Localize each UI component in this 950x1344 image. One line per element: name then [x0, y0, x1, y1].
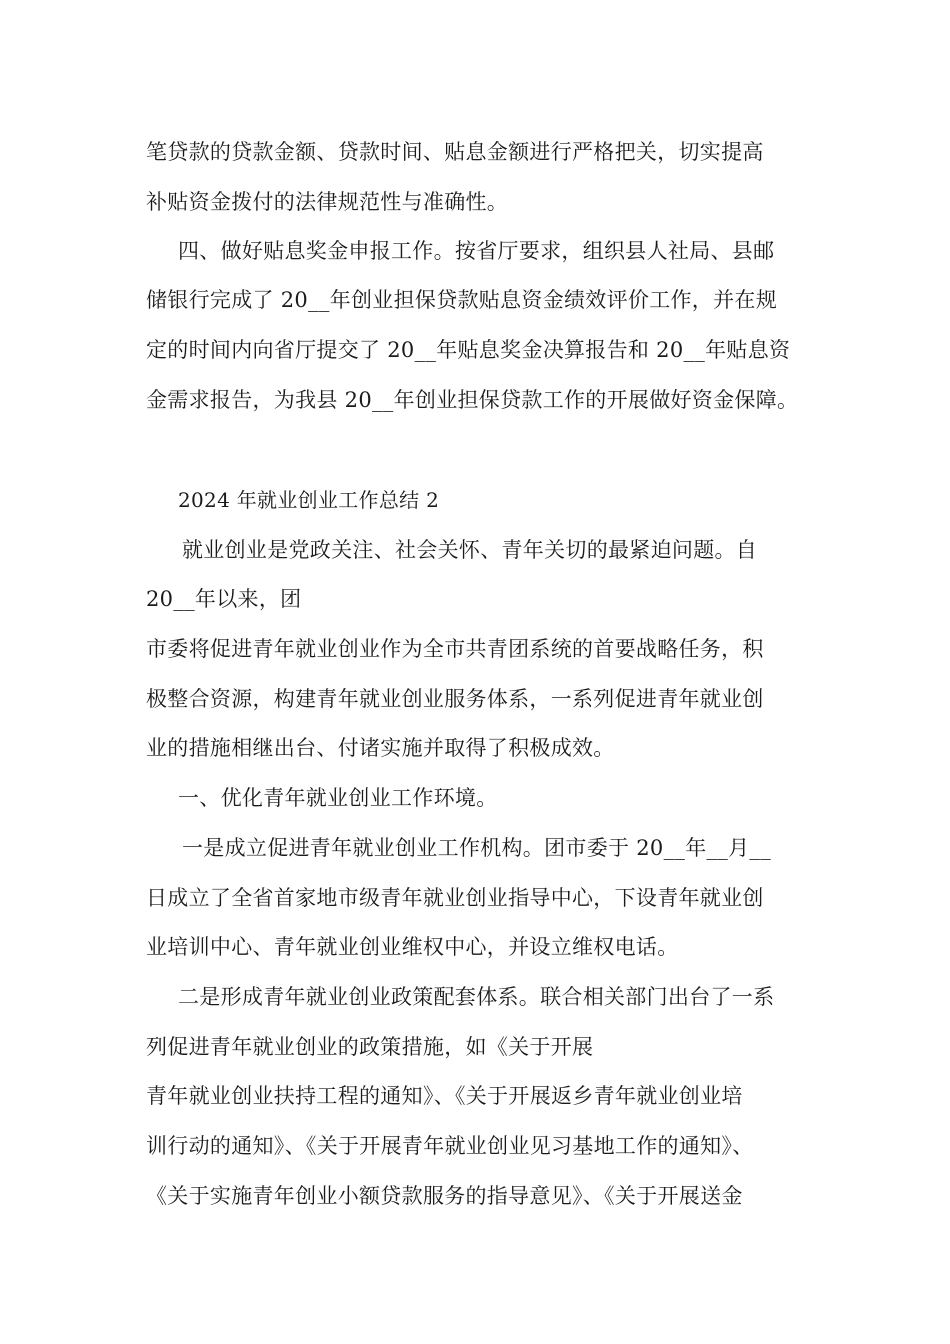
paragraph-line: 金需求报告，为我县 20__年创业担保贷款工作的开展做好资金保障。 [146, 388, 799, 412]
paragraph-line: 四、做好贴息奖金申报工作。按省厅要求，组织县人社局、县邮 [178, 239, 775, 263]
subsection-heading: 一、优化青年就业创业工作环境。 [178, 786, 498, 810]
paragraph-line: 业的措施相继出台、付诸实施并取得了积极成效。 [146, 736, 615, 760]
paragraph-line: 储银行完成了 20__年创业担保贷款贴息资金绩效评价工作，并在规 [146, 288, 777, 312]
paragraph-line: 市委将促进青年就业创业作为全市共青团系统的首要战略任务，积 [146, 637, 764, 661]
paragraph-line: 列促进青年就业创业的政策措施，如《关于开展 [146, 1035, 594, 1059]
paragraph-line: 《关于实施青年创业小额贷款服务的指导意见》、《关于开展送金 [146, 1184, 743, 1208]
paragraph-line: 极整合资源，构建青年就业创业服务体系，一系列促进青年就业创 [146, 687, 764, 711]
paragraph-line: 就业创业是党政关注、社会关怀、青年关切的最紧迫问题。自 [182, 538, 758, 562]
paragraph-line: 青年就业创业扶持工程的通知》、《关于开展返乡青年就业创业培 [146, 1084, 743, 1108]
paragraph-line: 日成立了全省首家地市级青年就业创业指导中心，下设青年就业创 [146, 886, 764, 910]
paragraph-line: 20__年以来，团 [146, 587, 302, 611]
paragraph-line: 定的时间内向省厅提交了 20__年贴息奖金决算报告和 20__年贴息资 [146, 338, 791, 362]
section-heading: 2024 年就业创业工作总结 2 [178, 488, 440, 512]
paragraph-line: 训行动的通知》、《关于开展青年就业创业见习基地工作的通知》、 [146, 1134, 754, 1158]
paragraph-line: 笔贷款的贷款金额、贷款时间、贴息金额进行严格把关，切实提高 [146, 140, 764, 164]
paragraph-line: 补贴资金拨付的法律规范性与准确性。 [146, 190, 509, 214]
paragraph-line: 一是成立促进青年就业创业工作机构。团市委于 20__年__月__ [182, 836, 771, 860]
paragraph-line: 二是形成青年就业创业政策配套体系。联合相关部门出台了一系 [178, 985, 775, 1009]
paragraph-line: 业培训中心、青年就业创业维权中心，并设立维权电话。 [146, 935, 679, 959]
